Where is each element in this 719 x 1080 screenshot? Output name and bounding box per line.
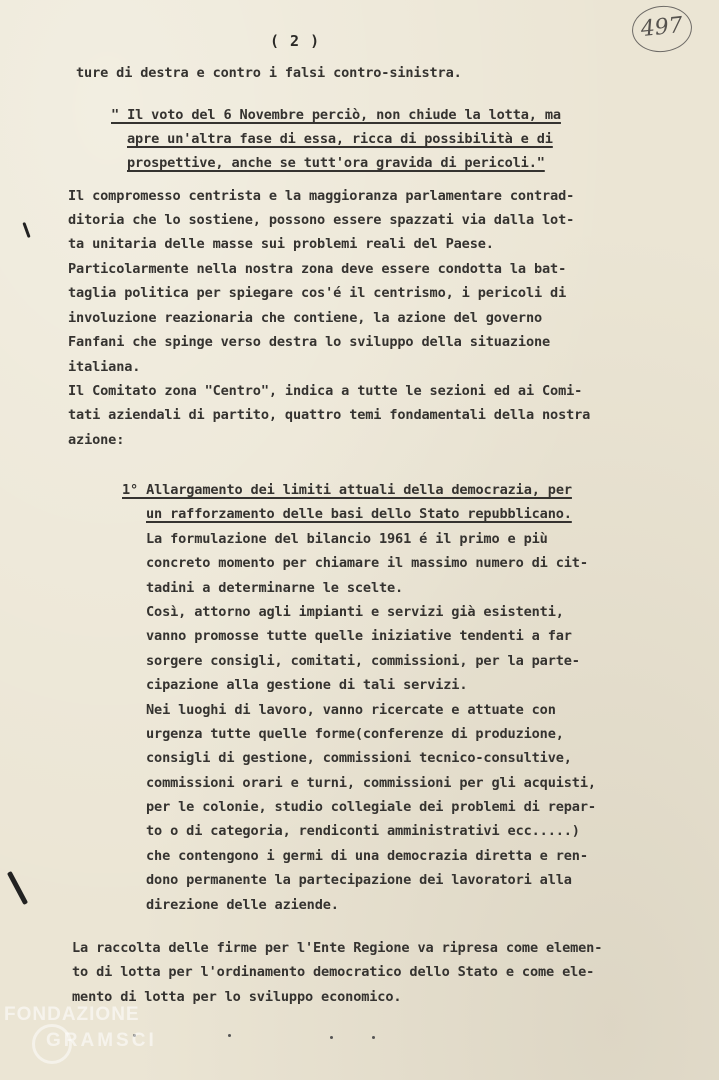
text-line: cipazione alla gestione di tali servizi. xyxy=(146,677,468,693)
text-line: involuzione reazionaria che contiene, la azione del governo xyxy=(68,310,543,326)
quote-line: prospettive, anche se tutt'ora gravida di pericoli." xyxy=(127,155,545,171)
text-line: azione: xyxy=(68,432,125,448)
text-line: dono permanente la partecipazione dei lavoratori alla xyxy=(146,872,572,888)
watermark-line2: GRAMSCI xyxy=(46,1030,157,1051)
margin-mark xyxy=(7,871,28,905)
text-line: ture di destra e contro i falsi contro-sinistra. xyxy=(76,65,462,81)
text-line: taglia politica per spiegare cos'é il centrismo, i pericoli di xyxy=(68,285,567,301)
text-line: tati aziendali di partito, quattro temi fondamentali della nostra xyxy=(68,407,591,423)
text-line: urgenza tutte quelle forme(conferenze di produzione, xyxy=(146,726,564,742)
text-line: to di lotta per l'ordinamento democratico dello Stato e come ele- xyxy=(72,964,595,980)
text-line: Così, attorno agli impianti e servizi già esistenti, xyxy=(146,604,564,620)
text-line: vanno promosse tutte quelle iniziative tendenti a far xyxy=(146,628,572,644)
quote-line: apre un'altra fase di essa, ricca di possibilità e di xyxy=(127,131,553,147)
text-line: Il compromesso centrista e la maggioranza parlamentare contrad- xyxy=(68,188,575,204)
text-line: commissioni orari e turni, commissioni per gli acquisti, xyxy=(146,775,596,791)
page-number: ( 2 ) xyxy=(270,32,321,50)
text-line: sorgere consigli, comitati, commissioni, per la parte- xyxy=(146,653,580,669)
text-line: che contengono i germi di una democrazia diretta e ren- xyxy=(146,848,588,864)
text-line: tadini a determinarne le scelte. xyxy=(146,580,404,596)
text-line: italiana. xyxy=(68,359,141,375)
text-line: concreto momento per chiamare il massimo numero di cit- xyxy=(146,555,588,571)
watermark-line1: FONDAZIONE xyxy=(4,1004,140,1025)
archive-number-stamp: 497 xyxy=(630,3,694,55)
text-line: Nei luoghi di lavoro, vanno ricercate e attuate con xyxy=(146,702,556,718)
text-line: ta unitaria delle masse sui problemi reali del Paese. xyxy=(68,236,494,252)
ink-speck xyxy=(330,1036,333,1039)
ink-speck xyxy=(228,1034,231,1037)
text-line: Particolarmente nella nostra zona deve essere condotta la bat- xyxy=(68,261,567,277)
text-line: Il Comitato zona "Centro", indica a tutte le sezioni ed ai Comi- xyxy=(68,383,583,399)
quote-line: " Il voto del 6 Novembre perciò, non chiude la lotta, ma xyxy=(111,107,561,123)
text-line: La formulazione del bilancio 1961 é il primo e più xyxy=(146,531,548,547)
text-line: mento di lotta per lo sviluppo economico. xyxy=(72,989,402,1005)
margin-mark xyxy=(22,222,30,238)
text-line: consigli di gestione, commissioni tecnico-consultive, xyxy=(146,750,572,766)
section-heading: un rafforzamento delle basi dello Stato repubblicano. xyxy=(146,506,572,522)
ink-speck xyxy=(372,1036,375,1039)
text-line: Fanfani che spinge verso destra lo sviluppo della situazione xyxy=(68,334,551,350)
text-line: direzione delle aziende. xyxy=(146,897,339,913)
text-line: per le colonie, studio collegiale dei problemi di repar- xyxy=(146,799,596,815)
watermark xyxy=(4,1000,204,1080)
text-line: ditoria che lo sostiene, possono essere spazzati via dalla lot- xyxy=(68,212,575,228)
text-line: to o di categoria, rendiconti amministrativi ecc.....) xyxy=(146,823,580,839)
section-heading: 1° Allargamento dei limiti attuali della democrazia, per xyxy=(122,482,572,498)
text-line: La raccolta delle firme per l'Ente Regione va ripresa come elemen- xyxy=(72,940,603,956)
